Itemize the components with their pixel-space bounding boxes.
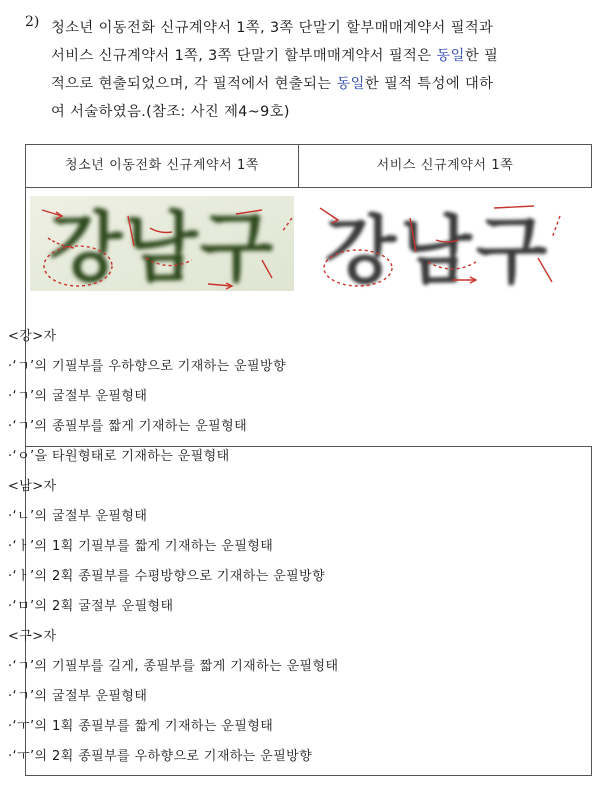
intro-line-4-text: 여 서술하였음.(참조: 사진 제4~9호) (51, 104, 290, 120)
feature-item: <강>자 (8, 329, 57, 344)
right-column-header: 서비스 신규계약서 1쪽 (376, 158, 514, 173)
feature-item: ·‘ㄱ’의 기필부를 우하향으로 기재하는 운필방향 (8, 359, 286, 374)
left-column-header: 청소년 이동전화 신규계약서 1쪽 (26, 145, 299, 187)
intro-line-2-text-b: 한 필 (464, 48, 499, 64)
feature-item: ·‘ㅇ’을 타원형태로 기재하는 운필형태 (8, 449, 230, 464)
feature-item: ·‘ㄱ’의 기필부를 길게, 종필부를 짧게 기재하는 운필형태 (8, 659, 339, 674)
feature-item: ·‘ㄱ’의 종필부를 짧게 기재하는 운필형태 (8, 419, 248, 434)
highlight-identical-1: 동일 (436, 48, 465, 64)
intro-line-3-text-a: 적으로 현출되었으며, 각 필적에서 현출되는 (51, 76, 337, 92)
feature-item: ·‘ㅁ’의 2획 굴절부 운필형태 (8, 599, 174, 614)
right-handwriting-text: 강남구 (324, 208, 552, 294)
intro-paragraph (51, 14, 591, 126)
handwriting-feature-list (8, 322, 553, 772)
intro-line-3 (51, 70, 591, 98)
highlight-identical-2: 동일 (336, 76, 365, 92)
intro-line-1-text: 청소년 이동전화 신규계약서 1쪽, 3쪽 단말기 할부매매계약서 필적과 (51, 20, 494, 36)
feature-item: ·‘ㅜ’의 1획 종필부를 짧게 기재하는 운필형태 (8, 719, 274, 734)
left-handwriting-text: 강남구 (48, 203, 276, 292)
feature-item: <구>자 (8, 629, 57, 644)
feature-item: ·‘ㄴ’의 굴절부 운필형태 (8, 509, 148, 524)
intro-line-2 (51, 42, 591, 70)
intro-line-2-text-a: 서비스 신규계약서 1쪽, 3쪽 단말기 할부매매계약서 필적은 (51, 48, 437, 64)
intro-line-3-text-b: 한 필적 특성에 대하 (364, 76, 494, 92)
feature-item: ·‘ㅏ’의 1획 기필부를 짧게 기재하는 운필형태 (8, 539, 274, 554)
feature-item: ·‘ㅜ’의 2획 종필부를 우하향으로 기재하는 운필방향 (8, 749, 313, 764)
feature-item: ·‘ㅏ’의 2획 종필부를 수평방향으로 기재하는 운필방향 (8, 569, 326, 584)
feature-item: <남>자 (8, 479, 57, 494)
feature-item: ·‘ㄱ’의 굴절부 운필형태 (8, 389, 148, 404)
intro-line-1 (51, 14, 591, 42)
intro-line-4 (51, 98, 591, 126)
section-number: 2) (25, 14, 40, 30)
feature-item: ·‘ㄱ’의 굴절부 운필형태 (8, 689, 148, 704)
